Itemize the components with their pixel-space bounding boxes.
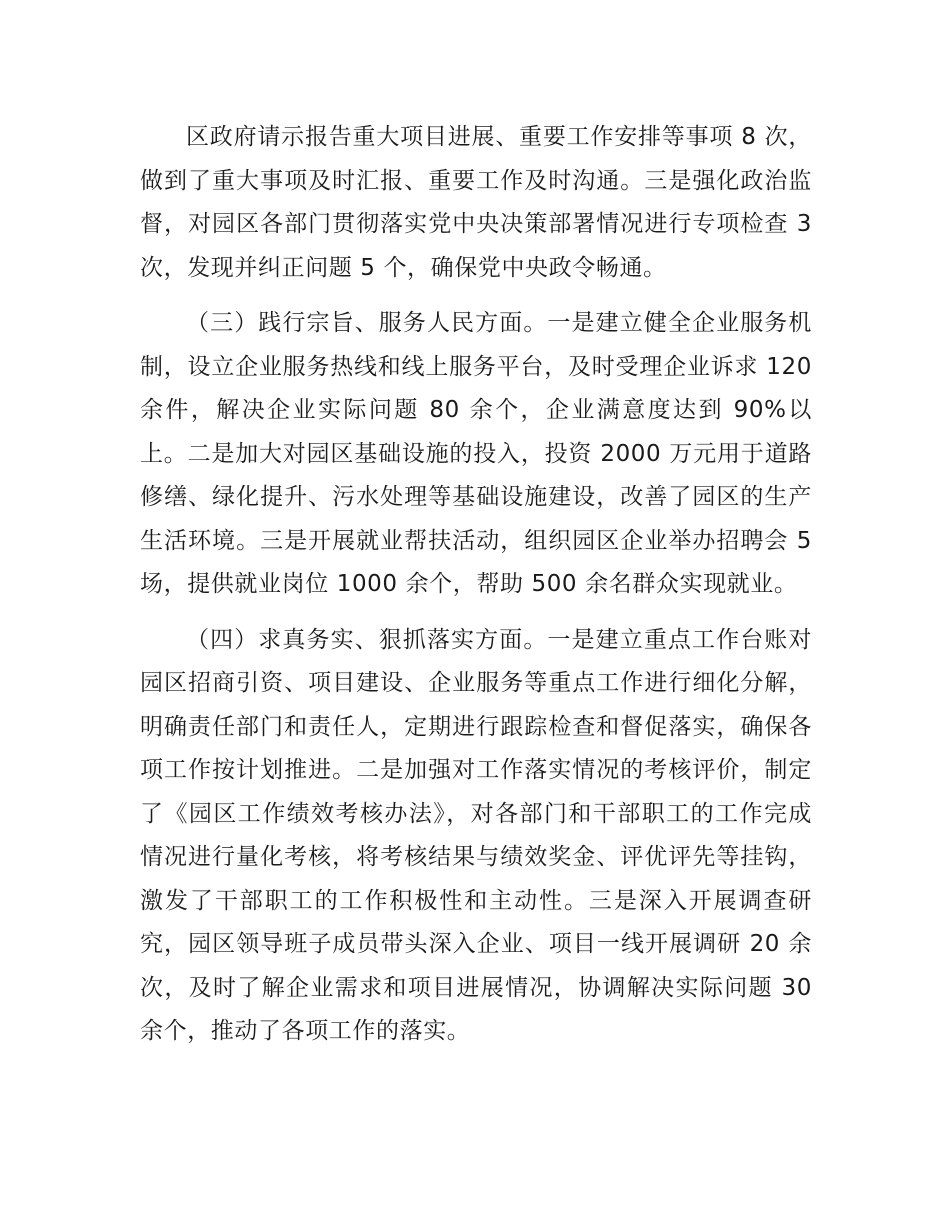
paragraph-serving-people: （三）践行宗旨、服务人民方面。一是建立健全企业服务机制，设立企业服务热线和线上服务平台，及时受理企业诉求 120 余件，解决企业实际问题 80 余个，企业满意度达到 90%以上。二是加大对园区基础设施的投入，投资 2000 万元用于道路修缮、绿化提升、污水处理等基础设施建设，改善了园区的生产生活环境。三是开展就业帮扶活动，组织园区企业举办招聘会 5 场，提供就业岗位 1000 余个，帮助 500 余名群众实现就业。: [140, 310, 812, 597]
paragraph-political-supervision: 区政府请示报告重大项目进展、重要工作安排等事项 8 次，做到了重大事项及时汇报、重要工作及时沟通。三是强化政治监督，对园区各部门贯彻落实党中央决策部署情况进行专项检查 3 次，发现并纠正问题 5 个，确保党中央政令畅通。: [140, 124, 812, 281]
paragraph-implementation: （四）求真务实、狠抓落实方面。一是建立重点工作台账对园区招商引资、项目建设、企业服务等重点工作进行细化分解，明确责任部门和责任人，定期进行跟踪检查和督促落实，确保各项工作按计划推进。二是加强对工作落实情况的考核评价，制定了《园区工作绩效考核办法》，对各部门和干部职工的工作完成情况进行量化考核，将考核结果与绩效奖金、评优评先等挂钩，激发了干部职工的工作积极性和主动性。三是深入开展调查研究，园区领导班子成员带头深入企业、项目一线开展调研 20 余次，及时了解企业需求和项目进展情况，协调解决实际问题 30 余个，推动了各项工作的落实。: [140, 626, 812, 1044]
document-body: [140, 116, 812, 1066]
